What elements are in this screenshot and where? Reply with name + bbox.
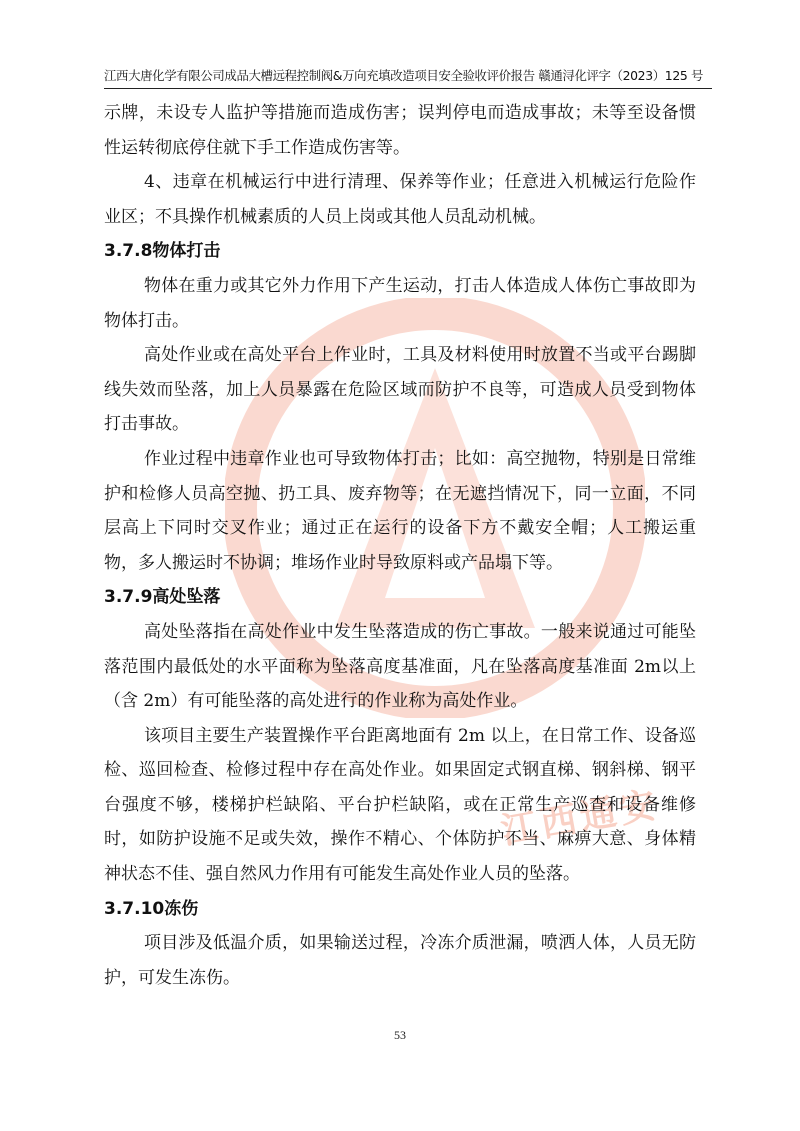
document-body bbox=[104, 96, 696, 995]
section-heading: 3.7.10冻伤 bbox=[104, 898, 199, 919]
watermark-text: 江西通安 bbox=[498, 784, 663, 853]
section-heading: 3.7.8物体打击 bbox=[104, 241, 221, 262]
body-paragraph: 高处坠落指在高处作业中发生坠落造成的伤亡事故。一般来说通过可能坠落范围内最低处的水平面称为坠落高度基准面，凡在坠落高度基准面 2m以上（含 2m）有可能坠落的高处进行的作业称为高处作业。 bbox=[104, 621, 696, 712]
section-heading: 3.7.9高处坠落 bbox=[104, 587, 221, 608]
body-paragraph: 示牌，未设专人监护等措施而造成伤害；误判停电而造成事故；未等至设备惯性运转彻底停住就下手工作造成伤害等。 bbox=[104, 103, 696, 158]
page-number: 53 bbox=[394, 1028, 406, 1042]
body-paragraph: 该项目主要生产装置操作平台距离地面有 2m 以上，在日常工作、设备巡检、巡回检查、检修过程中存在高处作业。如果固定式钢直梯、钢斜梯、钢平台强度不够，楼梯护栏缺陷、平台护栏缺陷，或在正常生产巡查和设备维修时，如防护设施不足或失效，操作不精心、个体防护不当、麻痹大意、身体精神状态不佳、强自然风力作用有可能发生高处作业人员的坠落。 bbox=[104, 725, 696, 885]
page-header: 江西大唐化学有限公司成品大槽远程控制阀&万向充填改造项目安全验收评价报告 赣通浔化评字（2023）125 号 bbox=[104, 66, 712, 89]
body-paragraph: 高处作业或在高处平台上作业时，工具及材料使用时放置不当或平台踢脚线失效而坠落，加上人员暴露在危险区域而防护不良等，可造成人员受到物体打击事故。 bbox=[104, 345, 696, 435]
body-paragraph: 作业过程中违章作业也可导致物体打击；比如：高空抛物，特别是日常维护和检修人员高空抛、扔工具、废弃物等；在无遮挡情况下，同一立面，不同层高上下同时交叉作业；通过正在运行的设备下方不戴安全帽；人工搬运重物，多人搬运时不协调；堆场作业时导致原料或产品塌下等。 bbox=[104, 448, 696, 573]
body-paragraph: 项目涉及低温介质，如果输送过程，冷冻介质泄漏，喷洒人体，人员无防护，可发生冻伤。 bbox=[104, 933, 696, 988]
body-paragraph: 物体在重力或其它外力作用下产生运动，打击人体造成人体伤亡事故即为物体打击。 bbox=[104, 275, 696, 331]
body-paragraph: 4、违章在机械运行中进行清理、保养等作业；任意进入机械运行危险作业区；不具操作机械素质的人员上岗或其他人员乱动机械。 bbox=[104, 172, 696, 227]
